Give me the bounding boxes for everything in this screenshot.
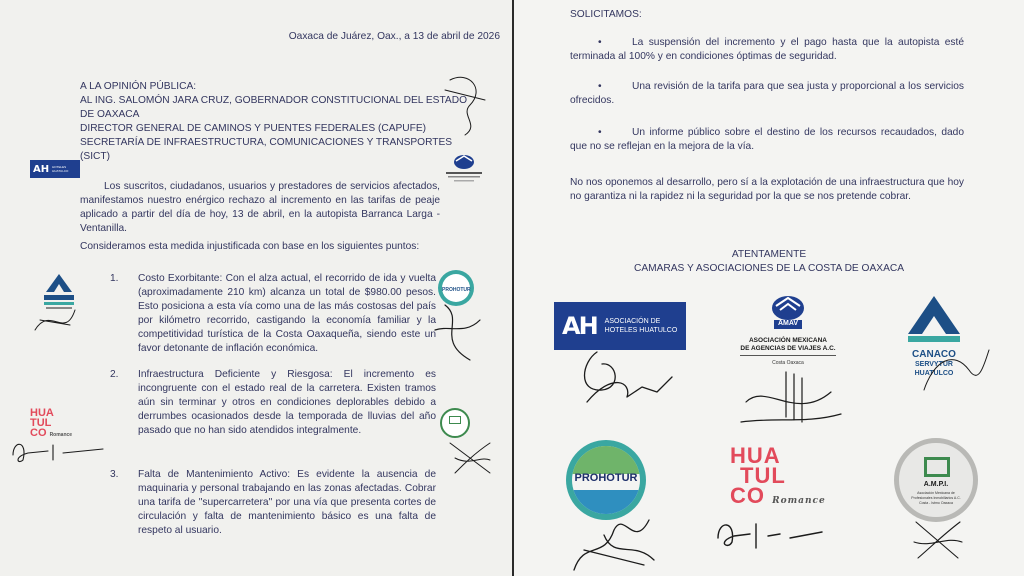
amav-logo: AMAV ASOCIACIÓN MEXICANA DE AGENCIAS DE VIAJES A.C. Costa Oaxaca [736, 292, 840, 364]
letter-date: Oaxaca de Juárez, Oax., a 13 de abril de 2026 [288, 31, 500, 42]
bullet-icon: • [598, 37, 602, 48]
point-text: Falta de Mantenimiento Activo: Es evidente la ausencia de maquinaria y personal trabajando en las zonas afectadas. Cobrar una tarifa de "supercarretera" por una vía que presenta cortes de circulación y falta de mantenimiento básico es una falta de respeto al usuario. [138, 469, 436, 536]
signature-canaco [914, 340, 994, 400]
signature-huatulco [710, 508, 830, 558]
signatories-title: CAMARAS Y ASOCIACIONES DE LA COSTA DE OAXACA [633, 263, 905, 274]
ahh-logo-small: AH HOTELES HUATULCO [30, 160, 80, 178]
ampi-logo-small [440, 408, 470, 438]
requests-heading: SOLICITAMOS: [570, 9, 642, 20]
considerations-lead: Consideramos esta medida injustificada con base en los siguientes puntos: [80, 241, 420, 252]
signature-ampi [908, 514, 968, 564]
point-text: Infraestructura Deficiente y Riesgosa: El incremento es incongruente con el estado real de la carretera. Existen tramos aún sin terminar y otros en condiciones deplorables debido a derrumbes ocasionados desde la temporada de lluvias del año pasado que no han sido atendidos integralmente. [138, 369, 436, 436]
recipient-line: DIRECTOR GENERAL DE CAMINOS Y PUENTES FEDERALES (CAPUFE) [80, 123, 427, 134]
recipient-line: A LA OPINIÓN PÚBLICA: [80, 81, 197, 92]
point-number: 2. [110, 369, 119, 380]
huatulco-logo: HUA TUL CO Romance [730, 443, 826, 508]
canaco-emblem-icon [894, 294, 974, 344]
prohotur-logo: PROHOTUR [566, 440, 646, 520]
signature-mark [445, 438, 495, 478]
amav-logo-small [442, 152, 486, 186]
ahh-logo: AH ASOCIACIÓN DE HOTELES HUATULCO [554, 302, 686, 350]
signature-mark [8, 435, 108, 467]
request-item: Un informe público sobre el destino de los recursos recaudados, dado que no se reflejan en la mejora de la vía. [570, 127, 964, 152]
signature-mark [440, 70, 490, 140]
signature-amav [736, 362, 846, 432]
prohotur-logo-small: PROHOTUR [438, 270, 474, 306]
request-item: La suspensión del incremento y el pago hasta que la autopista esté terminada al 100% y en condiciones óptimas de seguridad. [570, 37, 964, 62]
point-number: 1. [110, 273, 119, 284]
intro-paragraph: Los suscritos, ciudadanos, usuarios y prestadores de servicios afectados, manifestamos nuestro enérgico rechazo al incremento en las tarifas de peaje aplicado a partir del día de hoy, 13 de abril, en la autopista Barranca Larga - Ventanilla. [80, 181, 440, 234]
point-number: 3. [110, 469, 119, 480]
closing-paragraph: No nos oponemos al desarrollo, pero sí a la explotación de una infraestructura que hoy no garantiza ni la rapidez ni la seguridad por la que se nos pretende cobrar. [570, 177, 964, 202]
sign-off: ATENTAMENTE [731, 249, 807, 260]
ampi-house-icon [924, 457, 950, 477]
letter-page-right [514, 0, 1024, 576]
recipient-line: SECRETARÍA DE INFRAESTRUCTURA, COMUNICACIONES Y TRANSPORTES [80, 137, 453, 148]
bullet-icon: • [598, 127, 602, 138]
request-item: Una revisión de la tarifa para que sea justa y proporcional a los servicios ofrecidos. [570, 81, 964, 106]
ampi-logo: A.M.P.I. Asociación Mexicana de Profesionales Inmobiliarios A.C. Costa - Istmo Oaxaca [894, 438, 978, 522]
signature-prohotur [554, 490, 664, 576]
recipient-line: (SICT) [80, 151, 110, 162]
recipient-line: AL ING. SALOMÓN JARA CRUZ, GOBERNADOR CONSTITUCIONAL DEL ESTADO [80, 95, 467, 106]
canaco-logo: CANACO SERVYTUR HUATULCO [894, 294, 974, 378]
point-text: Costo Exorbitante: Con el alza actual, el recorrido de ida y vuelta (aproximadamente 210 km) alcanza un total de $980.00 pesos. Esto posiciona a esta vía como una de las más costosas del país por kilómetro recorrido, castigando la economía familiar y la competitividad turística de la Costa Oaxaqueña, siendo este un favor detonante de inflación económica. [138, 273, 436, 354]
signature-ahh [572, 342, 682, 412]
bullet-icon: • [598, 81, 602, 92]
recipient-line: DE OAXACA [80, 109, 140, 120]
huatulco-logo-small: HUA TUL CO Romance [30, 407, 73, 439]
signature-mark [30, 300, 80, 340]
